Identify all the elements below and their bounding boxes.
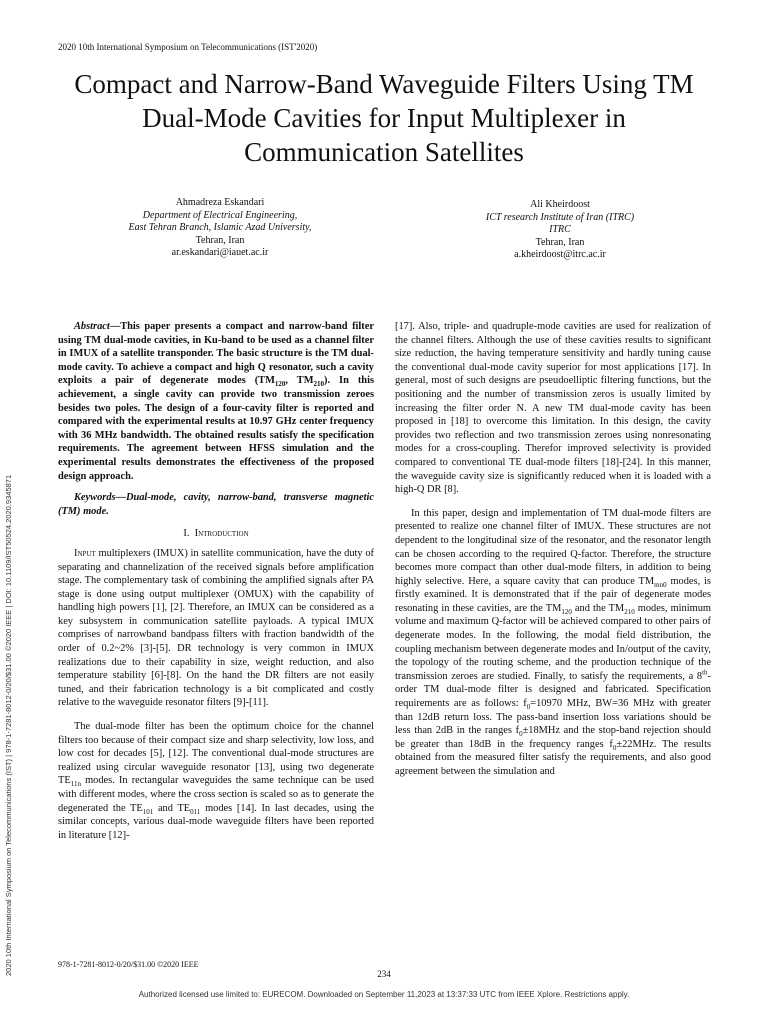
paragraph-text: modes [14]. In last decades, using the similar concepts, various dual-mode waveguide filters have been reported in literature [12]- [58,802,374,841]
author-location: Tehran, Iran [535,236,585,248]
author-email: ar.eskandari@iauet.ac.ir [171,247,269,258]
section-number: I. [183,528,190,540]
author-affiliation: Department of Electrical Engineering, [142,209,298,221]
abstract-dash: — [109,321,121,332]
author-block-1 [100,197,340,260]
abstract [58,320,374,483]
paragraph-text: ±22MHz. The results obtained from the measured filter satisfy the requirements, and also good agreement between the simulation and [395,738,711,777]
paragraph-text: and the TM [571,602,625,614]
keywords: Keywords—Dual-mode, cavity, narrow-band, transverse magnetic (TM) mode. [58,492,374,517]
doi-side-text: 2020 10th International Symposium on Telecommunications (IST) | 978-1-7281-8012-0/20/$31.00 ©2020 IEEE | DOI: 10.1109/IST50524.2020.9345871 [4,474,13,976]
conference-header: 2020 10th International Symposium on Telecommunications (IST'2020) [58,42,318,52]
author-name: Ahmadreza Eskandari [175,197,265,208]
paragraph-text: modes, minimum volume and maximum Q-factor will be achieved compared to other pairs of degenerate modes. In the following, the modal field distribution, the coupling mechanism between degenerate modes and In/output of the cavity, the topology of the routing scheme, and the production technique of the transmission zeroes are studied. Finally, to satisfy the requirements, a 8 [395,602,711,682]
paragraph-text: and TE [153,802,191,814]
subscript: 0 [519,730,523,739]
paragraph-text: modes, is firstly examined. It is demonstrated that if the pair of degenerate modes resonating in these cavities, are the TM [395,575,711,614]
author-name: Ali Kheirdoost [530,199,590,210]
drop-word: Input [74,547,96,559]
author-affiliation: ITRC [549,224,571,235]
author-affiliation: East Tehran Branch, Islamic Azad University, [128,222,312,233]
paragraph-text: -order TM dual-mode filter is designed and fabricated. Specification requirements are as follows: f [395,670,711,710]
paragraph-text: The dual-mode filter has been the optimum choice for the channel filters too because of their compact size and sharp selectivity, low loss, and low cost for decades [5], [12]. The conventional dual-mode structures are realized using circular waveguide resonator [13], using two degenerate TE [58,721,374,787]
superscript: th [702,668,708,677]
author-affiliation: ICT research Institute of Iran (ITRC) [485,211,635,223]
copyright-notice: 978-1-7281-8012-0/20/$31.00 ©2020 IEEE [58,960,199,969]
paragraph-text: modes. In rectangular waveguides the same technique can be used with different modes, where the cross section is scaled so as to generate the degenerated the TE [58,775,374,814]
paragraph-text: multiplexers (IMUX) in satellite communication, have the duty of separating and channelization of the received signals before amplification stage. The complementary task of combining the amplified signals after PA stage is done using output multiplexer (OMUX) with the capability of handling high powers [1], [2]. Therefore, an IMUX can be considered as a key subsystem in communication satellite payloads. A typical IMUX comprises of narrowband bandpass filters with fraction bandwidth of the order of 0.2~2% [3]-[5]. DR technology is very common in IMUX realizations due to their capability in size, weight reduction, and also temperature stability [6]-[8]. On the hand the DR filters are not easily tuned, and their fabrication technology is a bit complicated and costly relative to the waveguide resonator filters [9]-[11]. [58,547,374,709]
author-location: Tehran, Iran [195,234,245,246]
paragraph-text: In this paper, design and implementation of TM dual-mode filters are presented to realize one channel filter of IMUX. These structures are not dependent to the longitudinal size of the resonator, and the resonator length can be chosen according to the required Q-factor. Therefore, the structure becomes more compact than other dual-mode filters, in addition to being highly selective. Here, a square cavity that can produce TM [395,507,711,587]
abstract-text: ). In this achievement, a single cavity can provide two transmission zeroes besides two poles. The design of a four-cavity filter is reported and compared with the experimental results at 10.97 GHz center frequency with 36 MHz bandwidth. The obtained results satisfy the specification requirements. The agreement between HFSS simulation and the experimental results demonstrates the effectiveness of the proposed design approach. [58,375,375,482]
paper-title: Compact and Narrow-Band Waveguide Filters Using TM Dual-Mode Cavities for Input Multiplexer in Communication Satellites [74,69,694,167]
abstract-lead: Abstract [74,321,110,332]
subscript: 120 [274,380,286,389]
left-column [58,320,374,842]
subscript: 0 [612,743,617,752]
right-paragraph-1: [17]. Also, triple- and quadruple-mode cavities are used for realization of the channel filters. Although the use of these cavities results to significant size reduction, the having temperature sensitivity and hardly tuning cause the conventional dual-mode cavity superior for most applications [17]. In general, most of such designs are pseudoelliptic filtering functions, but the positioning and the number of transmission zeros is usually limited by increasing the filter order N. A new TM dual-mode cavity has been proposed in [18] to overcome this limitation. In this design, the cavity provides two reflection and two transmission zeroes using nonresonating modes for a cross-coupling. Therefor improved selectivity is provided compared to conventional TE dual-mode filters [18]-[24]. In this manner, the waveguide cavity size is significantly reduced when it is loaded with a high-Q DR [8]. [395,321,711,496]
intro-paragraph-2 [58,720,374,842]
subscript: 210 [624,607,635,616]
author-email: a.kheirdoost@itrc.ac.ir [514,249,606,260]
section-heading-introduction [58,527,374,541]
abstract-text: , TM [285,375,314,387]
subscript: 011 [190,807,201,816]
license-notice: Authorized licensed use limited to: EURECOM. Downloaded on September 11,2023 at 13:37:33 UTC from IEEE Xplore. Restrictions apply. [138,990,630,999]
subscript: 11n [70,780,81,789]
subscript: 120 [561,607,572,616]
subscript: 210 [313,380,325,389]
author-block-2 [440,199,680,262]
intro-paragraph-1 [58,547,374,710]
paragraph-text: ±18MHz and the stop-band rejection should be greater than 18dB in the frequency ranges f [395,725,711,750]
section-title: Introduction [194,528,249,540]
subscript: 101 [142,807,154,816]
right-paragraph-2 [395,507,711,779]
abstract-text: This paper presents a compact and narrow-band filter using TM dual-mode cavities, in Ku-band to be used as a channel filter in IMUX of a satellite transponder. The basic structure is the TM dual-mode cavity. To achieve a compact and high Q resonator, such a cavity exploits a pair of degenerate modes (TM [58,321,374,387]
page-number: 234 [377,969,391,979]
subscript: mn0 [654,580,667,589]
paragraph-text: =10970 MHz, BW=36 MHz with greater than 12dB return loss. The pass-band insertion loss variations should be less than 2dB in the ranges f [395,698,711,737]
right-column [395,320,711,779]
subscript: 0 [526,703,531,712]
